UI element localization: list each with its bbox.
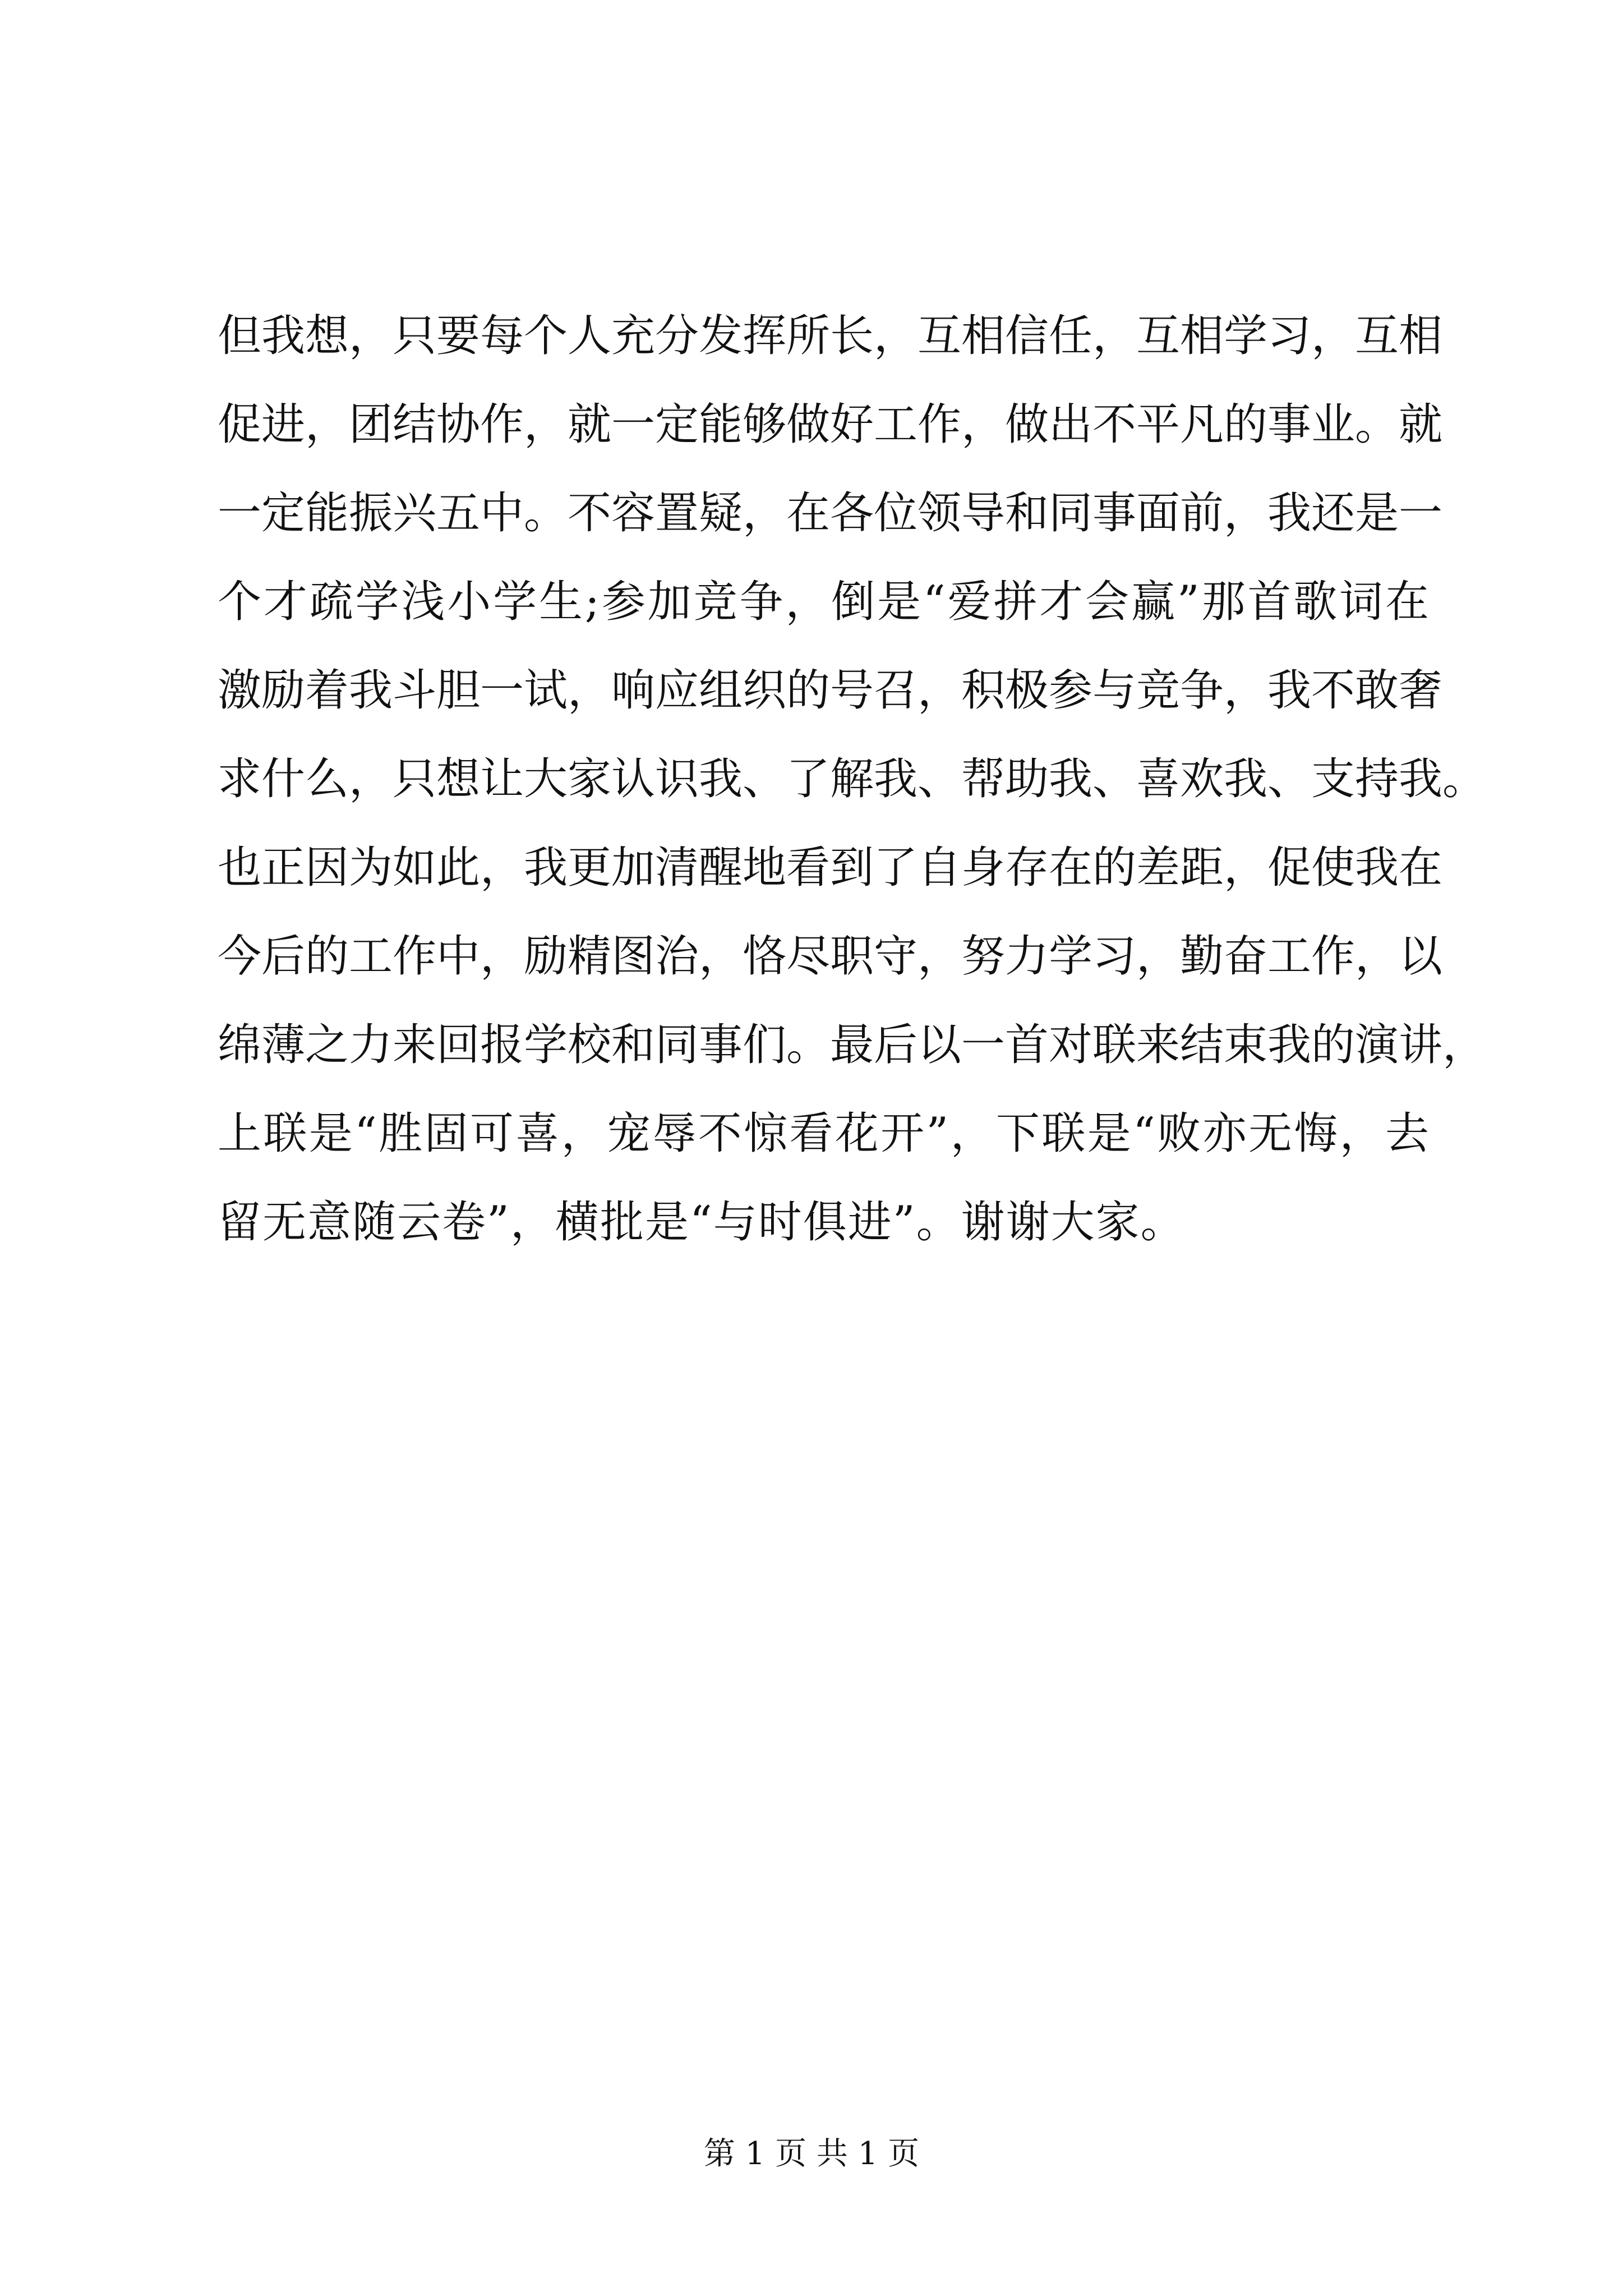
page-footer	[0, 2132, 1623, 2177]
text-line: 促进，团结协作，就一定能够做好工作，做出不平凡的事业。就	[218, 399, 1443, 450]
text-line: 一定能振兴五中。不容置疑，在各位领导和同事面前，我还是一	[218, 488, 1443, 539]
text-line: 求什么，只想让大家认识我、了解我、帮助我、喜欢我、支持我。	[218, 754, 1487, 804]
text-line: 但我想，只要每个人充分发挥所长，互相信任，互相学习，互相	[218, 311, 1443, 361]
text-line: 绵薄之力来回报学校和同事们。最后以一首对联来结束我的演讲，	[218, 1020, 1487, 1070]
text-line: 激励着我斗胆一试，响应组织的号召，积极参与竞争，我不敢奢	[218, 665, 1443, 716]
page-number-label: 第 1 页 共 1 页	[703, 2136, 920, 2172]
text-line: 也正因为如此，我更加清醒地看到了自身存在的差距，促使我在	[218, 843, 1443, 893]
text-line: 留无意随云卷”，横批是“与时俱进”。谢谢大家。	[218, 1197, 1186, 1248]
body-paragraph	[218, 292, 1487, 1267]
text-line: 个才疏学浅小学生;参加竞争，倒是“爱拼才会赢”那首歌词在	[218, 577, 1429, 627]
text-line: 上联是“胜固可喜，宠辱不惊看花开”，下联是“败亦无悔，去	[218, 1108, 1429, 1159]
text-line: 今后的工作中，励精图治，恪尽职守，努力学习，勤奋工作，以	[218, 931, 1443, 982]
